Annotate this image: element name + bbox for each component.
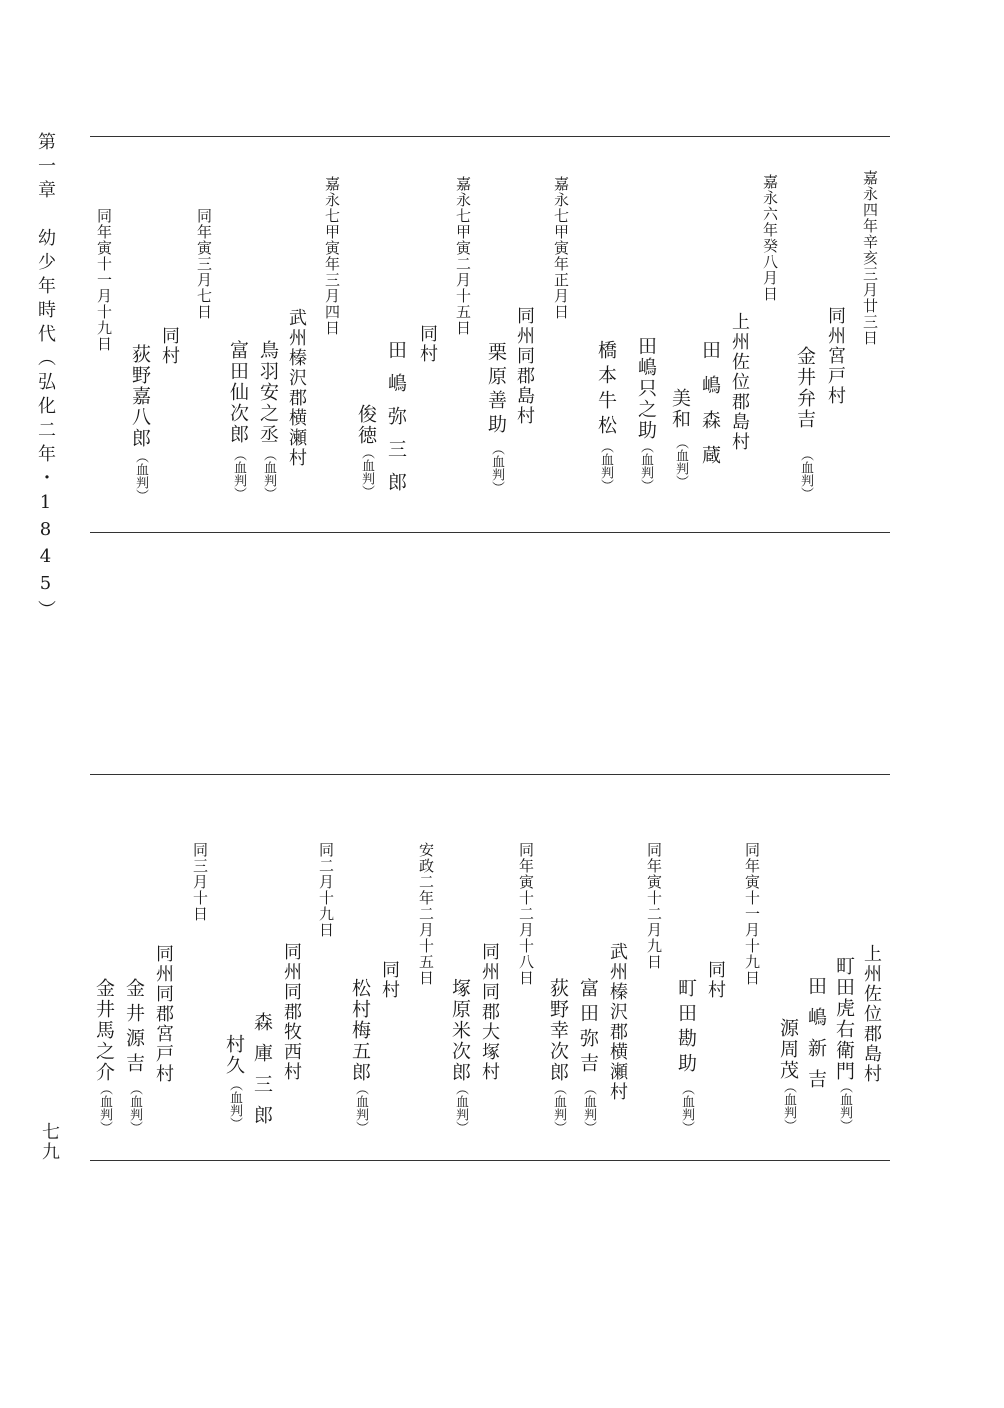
signatory: 橋本牛松	[595, 340, 617, 440]
signatory: 荻野幸次郎	[547, 978, 569, 1083]
date-entry: 同年寅十二月九日	[645, 842, 663, 970]
date-entry: 同年寅三月七日	[195, 208, 213, 320]
signatory: 田嶋只之助	[635, 336, 657, 441]
signatory: 栗原善助	[485, 342, 507, 438]
village: 上州佐位郡島村	[729, 312, 750, 452]
date-entry: 嘉永六年癸八月日	[761, 174, 779, 302]
blood-seal: （血判）	[359, 446, 374, 498]
signatory: 森庫三郎	[251, 1012, 273, 1136]
village: 同村	[705, 960, 726, 1000]
signatory: 俊徳	[355, 404, 377, 446]
date-entry: 同年寅十二月十八日	[517, 842, 535, 986]
village: 同州同郡島村	[514, 306, 535, 426]
blood-seal: （血判）	[127, 1082, 142, 1134]
blood-seal: （血判）	[261, 448, 276, 500]
village: 同村	[379, 960, 400, 1000]
village: 同州同郡大塚村	[479, 942, 500, 1082]
blood-seal: （血判）	[551, 1082, 566, 1134]
village: 同州同郡牧西村	[281, 942, 302, 1082]
blood-seal: （血判）	[598, 440, 613, 492]
blood-seal: （血判）	[231, 448, 246, 500]
date-entry: 嘉永七甲寅年正月日	[552, 176, 570, 320]
signatory: 田嶋新吉	[805, 976, 827, 1100]
blood-seal: （血判）	[489, 442, 504, 494]
village: 同州宮戸村	[825, 306, 846, 406]
signatory: 源周茂	[777, 1018, 799, 1081]
village: 武州榛沢郡横瀬村	[286, 308, 307, 468]
signatory: 町田勘助	[675, 978, 697, 1078]
blood-seal: （血判）	[679, 1082, 694, 1134]
signatory: 美和	[669, 388, 691, 430]
date-entry: 嘉永七甲寅二月十五日	[454, 176, 472, 336]
village: 同州同郡宮戸村	[153, 944, 174, 1084]
date-entry: 同年寅十一月十九日	[95, 208, 113, 352]
rule-mid-upper	[90, 532, 890, 533]
date-entry: 嘉永七甲寅年三月四日	[323, 176, 341, 336]
signatory: 金井弁吉	[794, 346, 816, 430]
signatory: 金井源吉	[123, 978, 145, 1078]
signatory: 富田弥吉	[577, 978, 599, 1078]
rule-bottom	[90, 1160, 890, 1161]
date-entry: 同二月十九日	[317, 842, 335, 938]
blood-seal: （血判）	[227, 1078, 242, 1130]
date-entry: 嘉永四年辛亥三月廿三日	[861, 170, 879, 346]
blood-seal: （血判）	[673, 436, 688, 488]
village: 上州佐位郡島村	[861, 944, 882, 1084]
blood-seal: （血判）	[97, 1082, 112, 1134]
signatory: 町田虎右衛門	[833, 956, 855, 1082]
date-entry: 同年寅十一月十九日	[743, 842, 761, 986]
blood-seal: （血判）	[837, 1080, 852, 1132]
date-entry: 同三月十日	[191, 842, 209, 922]
signatory: 荻野嘉八郎	[129, 344, 151, 449]
village: 同村	[159, 326, 180, 366]
blood-seal: （血判）	[353, 1082, 368, 1134]
running-head: 第一章 幼少年時代（弘化二年・1845）	[35, 132, 56, 624]
blood-seal: （血判）	[798, 448, 813, 500]
signatory: 塚原米次郎	[449, 978, 471, 1083]
rule-top	[90, 136, 890, 137]
village: 武州榛沢郡横瀬村	[607, 942, 628, 1102]
rule-mid-lower	[90, 774, 890, 775]
blood-seal: （血判）	[581, 1082, 596, 1134]
blood-seal: （血判）	[638, 440, 653, 492]
signatory: 村久	[223, 1034, 245, 1076]
signatory: 富田仙次郎	[227, 340, 249, 445]
village: 同村	[417, 324, 438, 364]
signatory: 鳥羽安之丞	[257, 340, 279, 445]
signatory: 田嶋森蔵	[699, 340, 721, 480]
date-entry: 安政二年二月十五日	[417, 842, 435, 986]
page-number: 七九	[39, 1122, 60, 1162]
signatory: 松村梅五郎	[349, 978, 371, 1083]
blood-seal: （血判）	[781, 1080, 796, 1132]
blood-seal: （血判）	[453, 1082, 468, 1134]
blood-seal: （血判）	[133, 450, 148, 502]
signatory: 田嶋弥三郎	[385, 340, 407, 505]
signatory: 金井馬之介	[93, 978, 115, 1083]
